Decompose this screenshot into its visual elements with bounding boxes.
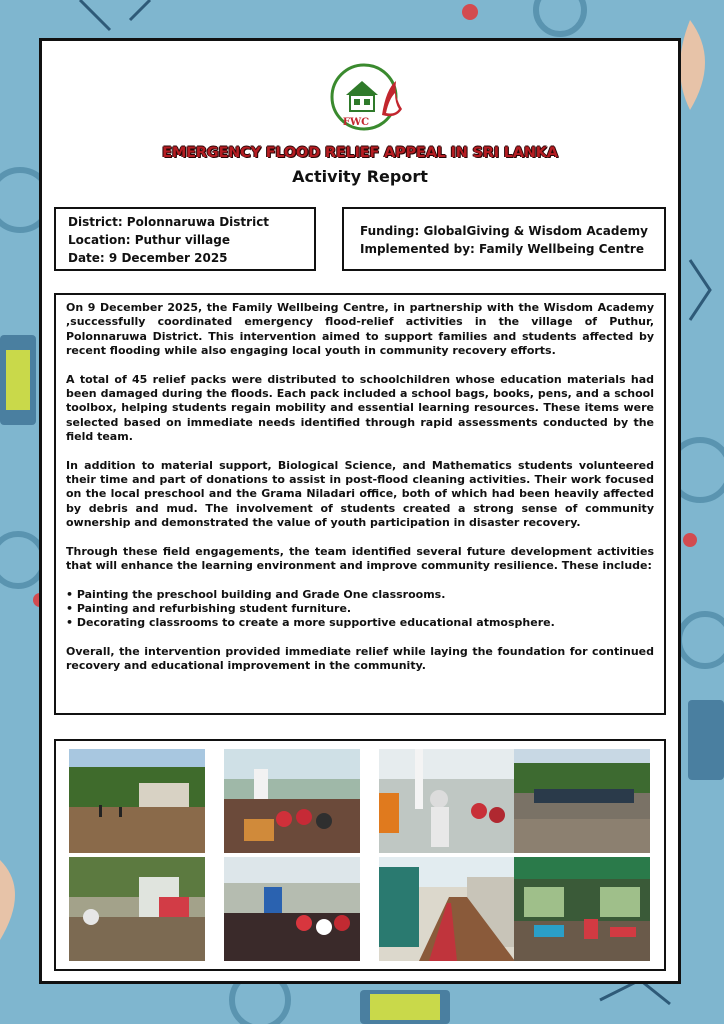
photo-gallery bbox=[54, 739, 666, 971]
photo-students-gathering bbox=[224, 857, 360, 961]
report-title: Activity Report bbox=[292, 167, 428, 186]
funding-info-box bbox=[342, 207, 666, 271]
body-paragraph-1: On 9 December 2025, the Family Wellbeing Centre, in partnership with the Wisdom Academy ,successfully coordinated emergency flood-relief activities in the village of Puthur, Polonnaruwa District. This intervention aimed to support families and students affected by recent flooding while also engaging local youth in community recovery efforts. bbox=[66, 301, 654, 358]
photo-flooded-village bbox=[69, 749, 205, 853]
list-item: • Decorating classrooms to create a more supportive educational atmosphere. bbox=[66, 616, 555, 630]
list-item: • Painting and refurbishing student furniture. bbox=[66, 601, 352, 615]
implemented-by-text: Implemented by: Family Wellbeing Centre bbox=[360, 242, 644, 256]
report-body bbox=[54, 293, 666, 715]
appeal-title: EMERGENCY FLOOD RELIEF APPEAL IN SRI LANKA bbox=[162, 145, 558, 161]
body-paragraph-3: In addition to material support, Biological Science, and Mathematics students volunteered their time and part of donations to assist in post-flood cleaning activities. Their work focused on the local preschool and the Grama Niladari office, both of which had been heavily affected by debris and mud. The involvement of students created a strong sense of community ownership and demonstrated the value of youth participation in disaster recovery. bbox=[66, 458, 654, 530]
location-text: Location: Puthur village bbox=[68, 233, 230, 247]
photo-group-outdoors bbox=[514, 749, 650, 853]
fwc-logo bbox=[324, 61, 410, 135]
report-page bbox=[39, 38, 681, 984]
photo-distribution-crowd bbox=[224, 749, 360, 853]
photo-cleaning-furniture bbox=[69, 857, 205, 961]
body-paragraph-2: A total of 45 relief packs were distributed to schoolchildren whose education materials had been damaged during the floods. Each pack included a school bags, books, pens, and a school toolbox, helping students regain mobility and essential learning resources. These items were selected based on immediate needs identified through rapid assessments conducted by the field team. bbox=[66, 372, 654, 444]
photo-classroom-desks bbox=[514, 857, 650, 961]
body-paragraph-4: Through these field engagements, the team identified several future development activities that will enhance the learning environment and improve community resilience. These include: bbox=[66, 544, 654, 573]
location-info-box bbox=[54, 207, 316, 271]
funding-text: Funding: GlobalGiving & Wisdom Academy bbox=[360, 224, 648, 238]
photo-school-corridor bbox=[379, 857, 515, 961]
body-paragraph-5: Overall, the intervention provided immediate relief while laying the foundation for continued recovery and educational improvement in the community. bbox=[66, 644, 654, 673]
district-text: District: Polonnaruwa District bbox=[68, 215, 270, 229]
date-text: Date: 9 December 2025 bbox=[68, 251, 228, 265]
logo-text: FWC bbox=[342, 117, 370, 128]
list-item: • Painting the preschool building and Grade One classrooms. bbox=[66, 587, 446, 601]
future-activities-list bbox=[66, 588, 654, 631]
photo-handover-packs bbox=[379, 749, 515, 853]
